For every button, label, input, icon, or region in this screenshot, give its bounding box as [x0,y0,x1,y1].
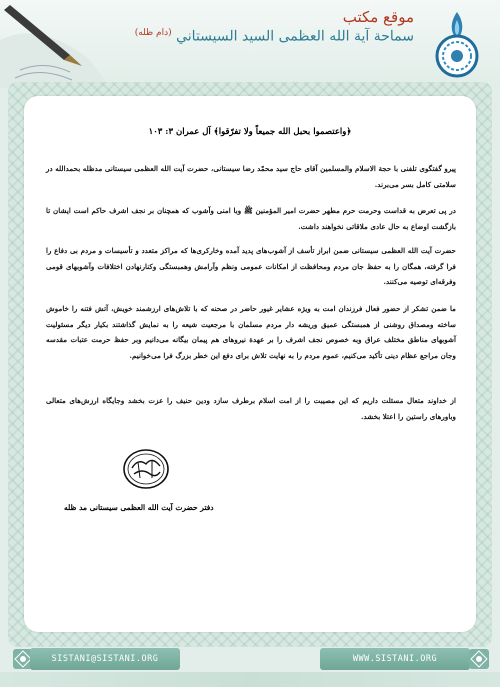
honorific: (دام ظله) [134,28,172,38]
office-signature: دفتر حضرت آيت الله العظمى سيستانى مد ظله [64,503,214,512]
letter-paragraph-5: از خداوند متعال مسئلت داريم كه اين مصيبت را از امت اسلام برطرف سازد ودين حنيف را عزت بخشد وجايگاه ارزش‌هاى متعالى وباورهاى راستين را اعتلا بخشد. [46,396,456,421]
office-logo-icon[interactable] [426,8,488,82]
quran-verse: ﴿واعتصموا بحبل الله جميعاً ولا تفرّقوا﴾ آل عمران ۳: ۱۰۳ [148,127,352,137]
subtitle-text: سماحة آية الله العظمى السيد السيستاني [176,28,414,45]
letter-paper [24,96,476,632]
letter-paragraph-4: ما ضمن تشكر از حضور فعال فرزندان امت به ويژه عشاير غيور حاضر در صحنه كه با تلاش‌هاى ارزشمند خويش، آتش فتنه را خاموش ساخته ومصداق روشنى از همبستگى عميق وريشه دار مردم مسلمان با مرجعيت شيعه را به نمايش گذاشتند بكيار ديگر مسئوليت آشوبهاى مناطق مختلف عراق وبه خصوص نجف اشرف را بر عهدة نيروهاى هم پيمان بيگانه مى‌دانيم وبر حفظ حرمت عتبات مقدسه وجان مراجع عظام دينى تأكيد مى‌كنيم، عموم مردم را به نهايت تلاش براى دفع اين خطر بزرگ فرا مى‌خوانيم. [46,304,456,360]
site-header [0,0,500,88]
letter-paragraph-1: پيرو گفتگوى تلفنى با حجة الاسلام والمسلمين آقاى حاج سيد محمّد رضا سيستانى، حضرت آيت الله العظمى سيستانى مدظله بحمدالله در سلامتى كامل بسر مى‌برند. [46,164,456,189]
email-link[interactable]: SISTANI@SISTANI.ORG [30,648,180,670]
fountain-pen-icon [0,0,110,88]
site-subtitle [135,28,414,45]
site-title: موقع مكتب [342,8,414,26]
ornament-icon [468,648,490,670]
footer-strip [0,672,500,687]
letter-paragraph-3: حضرت آيت الله العظمى سيستانى ضمن ابراز تأسف از آشوب‌هاى پديد آمده وخاركرى‌ها كه مراكز متعدد و تأسيسات و مردم بى دفاع را فرا گرفته، همگان را به حفظ جان مردم ومحافظت از امكانات عمومى ونظم وآرامش وهمبستگى وكنارنهادن اختلافات وآشوبهاى قومى وفرقه‌اى توصيه مى‌كنند. [46,246,456,287]
letter-paragraph-2: در پى تعرض به قداست وحرمت حرم مطهر حضرت امير المؤمنين ﷺ وبا امنى وآشوب كه همچنان بر نجف اشرف حاكم است ايشان تا بازگشت اوضاع به حال عادى ملاقاتى نخواهند داشت. [46,206,456,231]
website-link[interactable]: WWW.SISTANI.ORG [320,648,470,670]
office-seal-stamp [122,448,170,490]
